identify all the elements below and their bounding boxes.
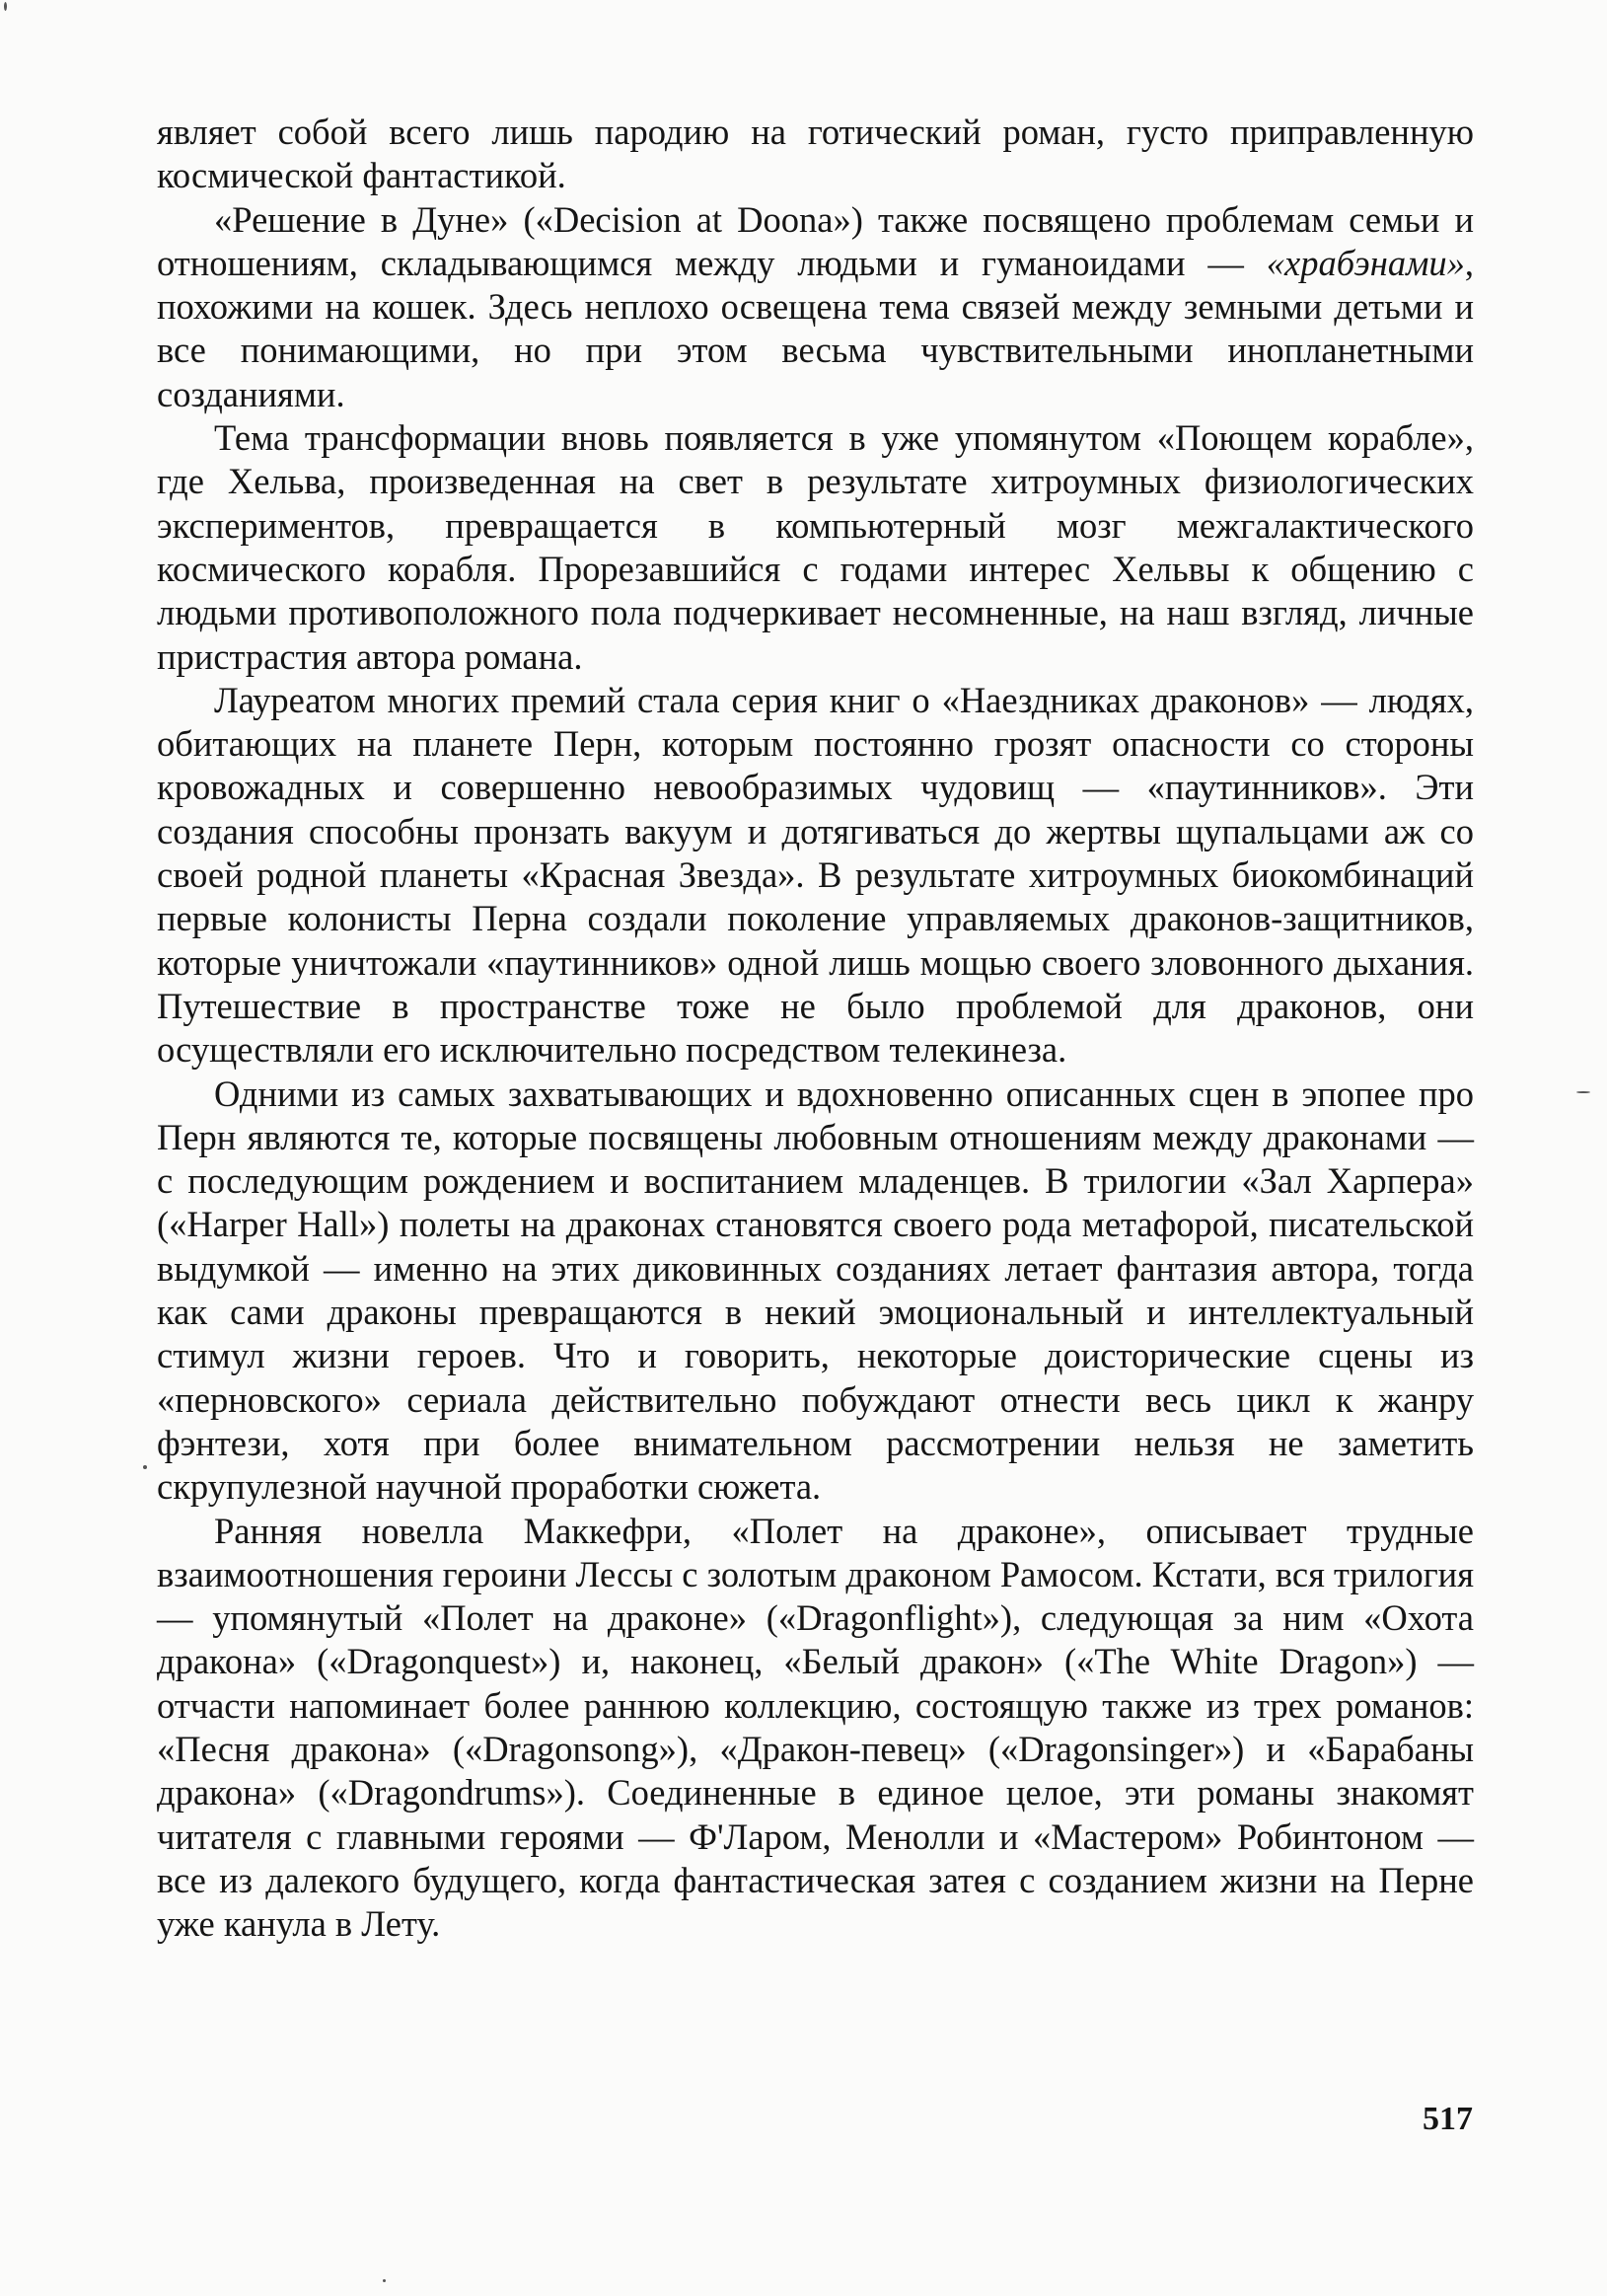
paragraph-text: Одними из самых захватывающих и вдохновенно описанных сцен в эпопее про Перн являются те, которые посвящены любовным отношениям между драконами — с последующим рождением и воспитанием младенцев. В трилогии «Зал Харпера» («Harper Hall») полеты на драконах становятся своего рода метафорой, писательской выдумкой — именно на этих диковинных созданиях летает фантазия автора, тогда как сами драконы превращаются в некий эмоциональный и интеллектуальный стимул жизни героев. Что и говорить, некоторые доисторические сцены из «перновского» сериала действительно побуждают отнести весь цикл к жанру фэнтези, хотя при более внимательном рассмотрении нельзя не заметить скрупулезной научной проработки сюжета. (157, 1073, 1474, 1508)
paragraph-text: Ранняя новелла Маккефри, «Полет на драконе», описывает трудные взаимоотношения героини Лессы с золотым драконом Рамосом. Кстати, вся трилогия — упомянутый «Полет на драконе» («Dragonflight»), следующая за ним «Охота дракона» («Dragonquest») и, наконец, «Белый дракон» («The White Dragon») — отчасти напоминает более раннюю коллекцию, состоящую также из трех романов: «Песня дракона» («Dragonsong»), «Дракон-певец» («Dragonsinger») и «Барабаны дракона» («Dragondrums»). Соединенные в единое целое, эти романы знакомят читателя с главными героями — Ф'Ларом, Менолли и «Мастером» Робинтоном — все из далекого будущего, когда фантастическая затея с созданием жизни на Перне уже канула в Лету. (157, 1510, 1474, 1945)
italic-term: «храбэнами» (1266, 242, 1465, 283)
paragraph-3 (157, 416, 1474, 679)
paragraph-text: Лауреатом многих премий стала серия книг о «Наездниках драконов» — людях, обитающих на планете Перн, которым постоянно грозят опасности со стороны кровожадных и совершенно невообразимых чудовищ — «паутинников». Эти создания способны пронзать вакуум и дотягиваться до жертвы щупальцами аж со своей родной планеты «Красная Звезда». В результате хитроумных биокомбинаций первые колонисты Перна создали поколение управляемых драконов-защитников, которые уничтожали «паутинников» одной лишь мощью своего зловонного дыхания. Путешествие в пространстве тоже не было проблемой для драконов, они осуществляли его исключительно посредством телекинеза. (157, 679, 1474, 1071)
paragraph-6 (157, 1510, 1474, 1947)
scan-speck (143, 1465, 147, 1469)
paragraph-1 (157, 111, 1474, 198)
scan-speck (383, 2279, 386, 2282)
paragraph-text: являет собой всего лишь пародию на готический роман, густо приправленную космической фантастикой. (157, 111, 1474, 196)
paragraph-text: Тема трансформации вновь появляется в уже упомянутом «Поющем корабле», где Хельва, произведенная на свет в результате хитроумных физиологических экспериментов, превращается в компьютерный мозг межгалактического космического корабля. Прорезавшийся с годами интерес Хельвы к общению с людьми противоположного пола подчеркивает несомненные, на наш взгляд, личные пристрастия автора романа. (157, 417, 1474, 677)
paragraph-text: «Решение в Дуне» («Decision at Doona») также посвящено проблемам семьи и отношениям, складывающимся между людьми и гуманоидами — (157, 198, 1474, 283)
paragraph-4 (157, 679, 1474, 1073)
scan-speck (4, 2, 7, 11)
page-number: 517 (1423, 2101, 1473, 2137)
paragraph-text: , похожими на кошек. Здесь неплохо освещена тема связей между земными детьми и все понимающими, но при этом весьма чувствительными инопланетными созданиями. (157, 242, 1474, 414)
paragraph-2 (157, 198, 1474, 416)
scan-speck (1576, 1091, 1590, 1093)
paragraph-5 (157, 1073, 1474, 1510)
body-text (157, 111, 1474, 1946)
